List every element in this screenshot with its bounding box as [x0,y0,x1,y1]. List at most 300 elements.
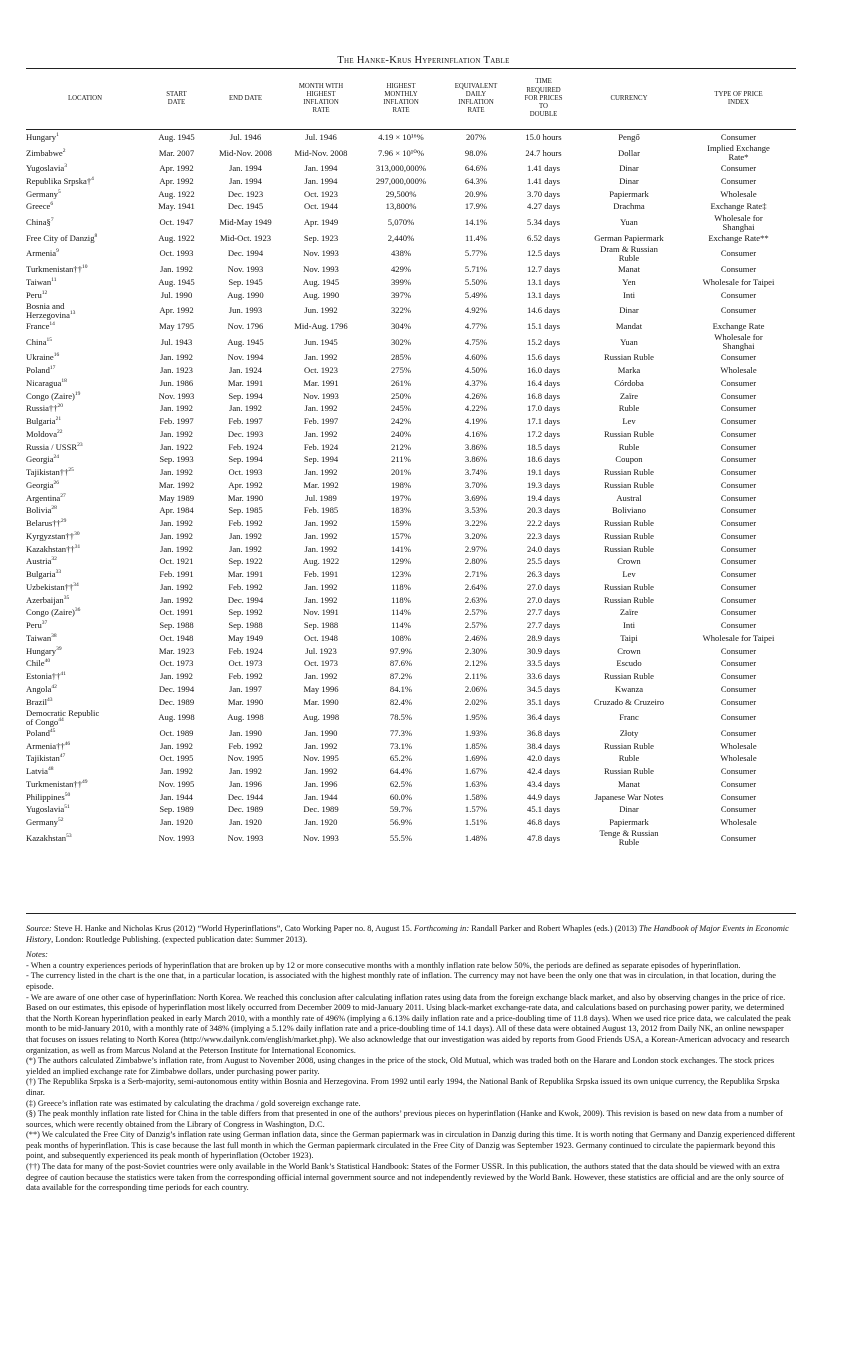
table-row [26,162,796,175]
cell-daily-rate: 4.50% [464,365,488,376]
cell-price-index: Consumer [720,766,757,777]
source-label: Source: [26,924,52,933]
location-name: Yugoslavia [26,163,65,174]
cell-start-date: Apr. 1984 [159,505,194,516]
cell-location [26,390,144,403]
footnote-ref: 51 [64,804,70,811]
cell-daily-rate: 5.49% [464,289,488,300]
cell-end-date: Jan. 1990 [229,727,262,738]
cell-end-date: Sep. 1985 [228,505,263,516]
table-row [26,658,796,671]
footnote-ref: 11 [51,277,57,284]
cell-price-index: Consumer [720,671,757,682]
cell-monthly-rate: 118% [391,581,411,592]
cell-start-date: Mar. 1923 [158,645,195,656]
table-row [26,632,796,645]
table-row [26,403,796,416]
cell-currency: Crown [617,556,641,567]
cell-peak-month: Jul. 1989 [305,492,337,503]
cell-monthly-rate: 65.2% [389,753,413,764]
cell-peak-month: Jan. 1992 [304,581,338,592]
cell-start-date: May 1795 [158,321,195,332]
cell-start-date: Jan. 1992 [160,467,193,478]
cell-location [26,428,144,441]
location-name: Congo (Zaire) [26,390,75,401]
note-item: - When a country experiences periods of hyperinflation that are broken up by 12 or more consecutive months with a monthly inflation rate below 50%, the periods are defined as separate episodes of hyperinflation. [26,960,741,970]
cell-peak-month: Oct. 1923 [304,188,338,199]
cell-monthly-rate: 297,000,000% [375,175,427,186]
table-row [26,816,796,829]
table-row [26,232,796,245]
table-row [26,683,796,696]
footnote-ref: 25 [68,467,74,474]
cell-price-index: Consumer [720,416,757,427]
footnote-ref: 31 [74,543,81,550]
table-row [26,556,796,569]
cell-start-date: Aug. 1922 [158,232,195,243]
table-row [26,492,796,505]
cell-daily-rate: 1.63% [464,778,488,789]
cell-currency: Yuan [620,217,638,228]
footnote-ref: 6 [50,201,54,208]
cell-daily-rate: 1.93% [464,727,488,738]
table-row [26,670,796,683]
footnote-ref: 26 [53,480,60,487]
cell-price-index: Consumer [720,778,757,789]
cell-start-date: Jan. 1922 [160,441,193,452]
location-name: Republika Srpska† [26,175,92,186]
table-row [26,568,796,581]
table-row [26,709,796,728]
cell-start-date: Apr. 1992 [159,175,194,186]
cell-start-date: Oct. 1948 [159,632,194,643]
cell-doubling-time: 18.6 days [527,454,560,465]
cell-currency: Escudo [616,658,642,669]
cell-peak-month: Nov. 1995 [303,753,339,764]
cell-peak-month: Jan. 1992 [304,740,338,751]
location-name: Peru [26,289,42,300]
cell-price-index: Consumer [720,658,757,669]
cell-doubling-time: 18.5 days [527,441,560,452]
cell-currency: Tenge & Russian Ruble [599,829,659,848]
cell-peak-month: Oct. 1973 [304,658,338,669]
location-name: Russia / USSR [26,441,78,452]
cell-location [26,144,144,163]
location-name: Brazil [26,696,47,707]
cell-location [26,175,144,188]
cell-daily-rate: 2.02% [464,696,488,707]
cell-monthly-rate: 5,070% [387,217,415,228]
cell-location [26,645,144,658]
location-name: Hungary [26,645,57,656]
cell-price-index: Consumer [720,305,757,316]
cell-end-date: Aug. 1998 [227,712,264,723]
cell-price-index: Consumer [720,645,757,656]
cell-price-index: Consumer [720,352,757,363]
cell-doubling-time: 33.6 days [527,671,560,682]
cell-daily-rate: 11.4% [465,232,487,243]
cell-price-index: Consumer [720,804,757,815]
cell-end-date: Dec. 1993 [227,428,264,439]
cell-daily-rate: 1.48% [464,832,488,843]
cell-peak-month: Jan. 1920 [304,817,338,828]
cell-doubling-time: 27.0 days [527,594,560,605]
cell-doubling-time: 36.8 days [527,727,560,738]
footnote-ref: 52 [57,817,64,824]
cell-start-date: Sep. 1988 [159,620,194,631]
cell-currency: Papiermark [609,817,649,828]
cell-daily-rate: 2.57% [464,620,488,631]
cell-daily-rate: 2.80% [464,556,488,567]
cell-location [26,364,144,377]
cell-peak-month: Feb. 1924 [303,441,339,452]
cell-daily-rate: 3.86% [464,454,488,465]
location-name: Kazakhstan [26,832,67,843]
cell-end-date: Jan. 1924 [229,365,262,376]
cell-end-date: Sep. 1992 [228,607,263,618]
cell-peak-month: Jan. 1992 [304,518,338,529]
cell-start-date: Jan. 1992 [160,518,193,529]
cell-currency: Dinar [619,804,639,815]
cell-daily-rate: 98.0% [464,147,488,158]
cell-start-date: Apr. 1992 [159,305,194,316]
footnote-ref: 44 [58,716,64,723]
cell-location [26,804,144,817]
cell-end-date: Dec. 1994 [227,248,264,259]
cell-monthly-rate: 108% [390,632,412,643]
cell-start-date: Mar. 2007 [158,147,195,158]
cell-currency: Marka [617,365,641,376]
footnote-ref: 38 [51,633,57,640]
cell-location [26,201,144,214]
cell-end-date: Dec. 1994 [227,594,264,605]
cell-peak-month: Dec. 1989 [303,804,339,815]
cell-location [26,213,144,232]
footnote-ref: 16 [53,352,60,359]
cell-doubling-time: 16.0 days [527,365,560,376]
cell-peak-month: Jan. 1990 [304,727,338,738]
table-row [26,441,796,454]
table-row [26,753,796,766]
cell-currency: Russian Ruble [604,766,654,777]
cell-end-date: Mar. 1990 [227,696,264,707]
cell-price-index: Consumer [720,832,757,843]
cell-price-index: Consumer [720,518,757,529]
cell-currency: Ruble [618,441,640,452]
table-title: The Hanke-Krus Hyperinflation Table [337,55,510,66]
cell-end-date: Nov. 1796 [227,321,264,332]
cell-daily-rate: 207% [465,131,487,142]
footnote-ref: 29 [60,518,67,525]
cell-end-date: Jan. 1994 [229,163,262,174]
table-header [26,70,796,128]
top-rule [26,68,796,69]
cell-location [26,791,144,804]
table-row [26,188,796,201]
cell-doubling-time: 28.9 days [527,632,560,643]
location-name: Estonia†† [26,671,61,682]
footnote-ref: 45 [49,728,56,735]
cell-monthly-rate: 78.5% [389,712,413,723]
table-row [26,144,796,163]
note-item: (§) The peak monthly inflation rate listed for China in the table differs from that presented in one of the authors’ previous pieces on hyperinflation (Hanke and Kwok, 2009). This revision is based on new data from a number of sources, which were recently obtained from the Library of Congress in Washington, D.C. [26,1109,783,1129]
cell-start-date: Sep. 1993 [159,454,194,465]
table-row [26,131,796,144]
cell-start-date: Oct. 1993 [159,248,194,259]
cell-price-index: Consumer [720,390,757,401]
cell-price-index: Consumer [720,530,757,541]
cell-price-index: Wholesale [720,188,757,199]
cell-currency: Yen [622,276,636,287]
table-row [26,302,796,321]
source-text: , London: Routledge Publishing. (expected publication date: Summer 2013). [51,934,308,944]
cell-doubling-time: 34.5 days [527,683,560,694]
cell-price-index: Consumer [720,607,757,618]
cell-peak-month: Aug. 1922 [302,556,340,567]
cell-location [26,131,144,144]
footnote-ref: 35 [63,594,70,601]
cell-end-date: Feb. 1997 [228,416,263,427]
cell-doubling-time: 5.34 days [527,217,560,228]
location-name: Georgia [26,479,54,490]
cell-monthly-rate: 304% [390,321,412,332]
cell-location [26,632,144,645]
cell-peak-month: Nov. 1993 [303,264,339,275]
header-start-date: START DATE [166,90,187,106]
cell-monthly-rate: 118% [391,594,411,605]
cell-peak-month: Mid-Aug. 1796 [294,321,348,332]
cell-peak-month: Mar. 1991 [303,377,339,388]
cell-start-date: Jul. 1943 [160,336,193,347]
cell-daily-rate: 3.69% [464,492,488,503]
cell-price-index: Wholesale [720,740,757,751]
cell-monthly-rate: 438% [390,248,412,259]
cell-price-index: Consumer [720,163,757,174]
cell-location [26,696,144,709]
cell-daily-rate: 1.95% [464,712,488,723]
cell-peak-month: Jun. 1945 [304,336,338,347]
cell-location [26,740,144,753]
cell-peak-month: Jan. 1992 [304,543,338,554]
cell-end-date: Dec. 1989 [227,804,264,815]
cell-start-date: Nov. 1993 [158,832,195,843]
table-row [26,201,796,214]
cell-doubling-time: 46.8 days [527,817,560,828]
cell-end-date: Apr. 1992 [228,479,263,490]
cell-location [26,683,144,696]
cell-monthly-rate: 13,800% [385,201,417,212]
header-price-index: TYPE OF PRICE INDEX [714,90,763,106]
cell-price-index: Consumer [720,569,757,580]
cell-end-date: Dec. 1923 [227,188,264,199]
cell-monthly-rate: 285% [390,352,412,363]
cell-peak-month: Mar. 1990 [303,696,339,707]
location-name: Philippines [26,791,65,802]
table-row [26,175,796,188]
header-rule [26,129,796,130]
footnote-ref: 41 [60,671,66,678]
location-name: Bosnia and Herzegovina [26,301,70,320]
cell-monthly-rate: 245% [390,403,412,414]
cell-currency: Dram & Russian Ruble [600,244,658,263]
cell-price-index: Exchange Rate [712,321,765,332]
table-row [26,377,796,390]
cell-daily-rate: 2.46% [464,632,488,643]
notes-label: Notes: [26,950,48,960]
cell-location [26,607,144,620]
table-row [26,320,796,333]
footnote-ref: 18 [61,378,67,385]
cell-currency: German Papiermark [594,232,664,243]
footnote-ref: 20 [57,403,64,410]
cell-end-date: Oct. 1973 [228,658,263,669]
cell-peak-month: Feb. 1991 [303,569,339,580]
cell-peak-month: May 1996 [303,683,339,694]
cell-daily-rate: 1.57% [464,804,488,815]
cell-price-index: Consumer [720,467,757,478]
cell-monthly-rate: 2,440% [387,232,415,243]
cell-doubling-time: 30.9 days [527,645,560,656]
footnote-ref: 30 [74,531,80,538]
cell-daily-rate: 17.9% [464,201,488,212]
cell-doubling-time: 14.6 days [527,305,560,316]
cell-currency: Boliviano [612,505,646,516]
cell-doubling-time: 35.1 days [527,696,560,707]
cell-location [26,232,144,245]
cell-monthly-rate: 141% [390,543,412,554]
location-name: Argentina [26,492,61,503]
cell-peak-month: Aug. 1990 [302,289,340,300]
cell-price-index: Wholesale for Shanghai [714,213,763,232]
cell-end-date: May 1949 [227,632,264,643]
cell-monthly-rate: 73.1% [389,740,413,751]
cell-monthly-rate: 59.7% [389,804,413,815]
cell-currency: Lev [622,569,636,580]
location-name: Bolivia [26,505,52,516]
cell-end-date: Sep. 1945 [228,276,263,287]
cell-daily-rate: 2.63% [464,594,488,605]
location-name: France [26,321,50,332]
location-name: Yugoslavia [26,804,65,815]
cell-location [26,454,144,467]
cell-doubling-time: 20.3 days [527,505,560,516]
cell-peak-month: Nov. 1991 [303,607,339,618]
location-name: Taiwan [26,276,52,287]
cell-start-date: Jan. 1992 [160,543,193,554]
cell-daily-rate: 1.69% [464,753,488,764]
location-name: Austria [26,556,52,567]
cell-end-date: Jan. 1992 [229,403,262,414]
table-row [26,581,796,594]
cell-location [26,466,144,479]
footnote-ref: 3 [64,163,67,170]
cell-start-date: Nov. 1995 [158,778,195,789]
cell-price-index: Consumer [720,479,757,490]
cell-start-date: Jan. 1920 [160,817,193,828]
cell-daily-rate: 2.06% [464,683,488,694]
cell-peak-month: Jan. 1996 [304,778,338,789]
cell-monthly-rate: 114% [391,620,411,631]
footnote-ref: 19 [74,390,81,397]
table-row [26,289,796,302]
cell-doubling-time: 12.7 days [527,264,560,275]
cell-doubling-time: 27.0 days [527,581,560,592]
cell-start-date: Jan. 1992 [160,428,193,439]
cell-end-date: Jul. 1946 [229,131,262,142]
cell-end-date: Feb. 1992 [228,740,263,751]
cell-currency: Córdoba [614,377,644,388]
cell-location [26,727,144,740]
cell-currency: Ruble [618,753,640,764]
note-item: (††) The data for many of the post-Soviet countries were only available in the World Bank’s Statistical Handbook: States of the Former USSR. In this publication, the authors stated that the data should be viewed with an extra degree of caution because the statistics were taken from the corresponding official internal government source and not independently reviewed by the World Bank. However, these statistics are official and are the only source of data available for the corresponding time periods for each country. [26,1162,784,1193]
cell-start-date: Oct. 1995 [159,753,194,764]
cell-end-date: Aug. 1990 [227,289,264,300]
cell-peak-month: Jul. 1923 [305,645,337,656]
location-name: Greece [26,201,51,212]
footnote-ref: 2 [62,147,66,154]
cell-price-index: Consumer [720,505,757,516]
cell-currency: Japanese War Notes [594,791,664,802]
table-row [26,778,796,791]
cell-start-date: Jan. 1992 [160,594,193,605]
footnote-ref: 14 [49,321,55,328]
cell-monthly-rate: 84.1% [389,683,413,694]
cell-price-index: Consumer [720,428,757,439]
footnote-ref: 15 [46,336,53,343]
cell-location [26,568,144,581]
cell-doubling-time: 38.4 days [527,740,560,751]
cell-end-date: Jun. 1993 [228,305,263,316]
location-name: Turkmenistan†† [26,264,83,275]
cell-daily-rate: 1.67% [464,766,488,777]
cell-location [26,320,144,333]
cell-doubling-time: 27.7 days [527,607,560,618]
location-name: China [26,336,47,347]
header-end-date: END DATE [228,94,263,102]
cell-peak-month: Jan. 1992 [304,594,338,605]
cell-monthly-rate: 212% [390,441,412,452]
footnote-ref: 13 [69,309,76,316]
cell-price-index: Consumer [720,175,757,186]
location-name: Armenia [26,248,57,259]
table-row [26,505,796,518]
cell-monthly-rate: 302% [390,336,412,347]
cell-location [26,778,144,791]
cell-daily-rate: 2.71% [464,569,488,580]
cell-daily-rate: 2.30% [464,645,488,656]
cell-doubling-time: 15.6 days [527,352,560,363]
location-name: Russia†† [26,403,58,414]
cell-location [26,709,144,728]
header-daily-rate: EQUIVALENT DAILY INFLATION RATE [454,82,498,115]
cell-end-date: Mid-May 1949 [219,217,272,228]
cell-peak-month: Jan. 1992 [304,352,338,363]
cell-location [26,753,144,766]
cell-currency: Pengő [618,131,640,142]
cell-start-date: Oct. 1947 [159,217,194,228]
cell-start-date: Jan. 1992 [160,352,193,363]
cell-end-date: Jan. 1992 [229,530,262,541]
location-name: Kazakhstan†† [26,543,75,554]
cell-doubling-time: 6.52 days [527,232,560,243]
cell-end-date: Aug. 1945 [227,336,264,347]
table-row [26,619,796,632]
footnote-ref: 23 [77,441,83,448]
table-row [26,390,796,403]
location-name: Chile [26,658,45,669]
cell-currency: Russian Ruble [604,428,654,439]
cell-end-date: Mar. 1990 [227,492,264,503]
